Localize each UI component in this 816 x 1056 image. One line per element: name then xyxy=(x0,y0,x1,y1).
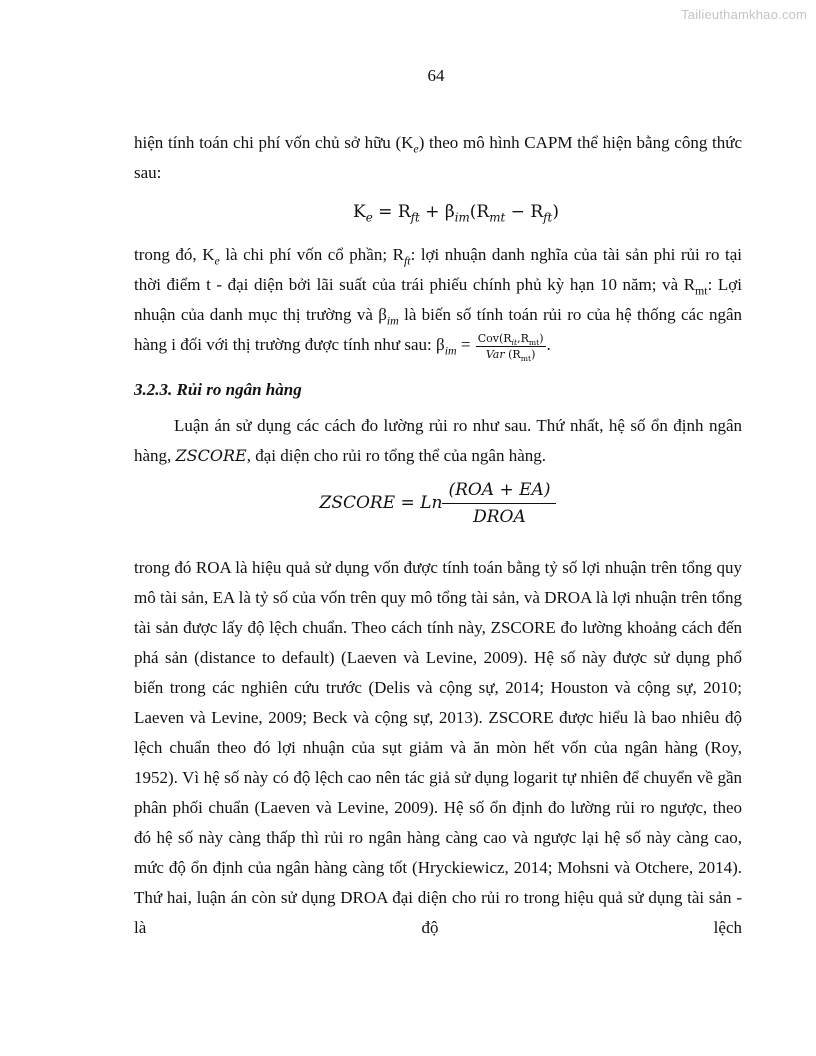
paragraph-zscore-explanation: trong đó ROA là hiệu quả sử dụng vốn được tính toán bằng tỷ số lợi nhuận trên tổng quy mô tài sản, EA là tỷ số của vốn trên quy mô tổng tài sản, và DROA là lợi nhuận trên tổng tài sản được lấy độ lệch chuẩn. Theo cách tính này, ZSCORE đo lường khoảng cách đến phá sản (distance to default) (Laeven và Levine, 2009). Hệ số này được sử dụng phổ biến trong các nghiên cứu trước (Delis và cộng sự, 2014; Houston và cộng sự, 2010; Laeven và Levine, 2009; Beck và cộng sự, 2013). ZSCORE được hiểu là bao nhiêu độ lệch chuẩn theo đó lợi nhuận của sụt giảm và ăn mòn hết vốn của ngân hàng (Roy, 1952). Vì hệ số này có độ lệch cao nên tác giả sử dụng logarit tự nhiên để chuyển về gần phân phối chuẩn (Laeven và Levine, 2009). Hệ số ổn định đo lường rủi ro ngược, theo đó hệ số này càng thấp thì rủi ro ngân hàng càng cao và ngược lại hệ số này càng cao, mức độ ổn định của ngân hàng càng tốt (Hryckiewicz, 2014; Mohsni và Otchere, 2014). Thứ hai, luận án còn sử dụng DROA đại diện cho rủi ro trong hiệu quả sử dụng tài sản - là độ lệch xyxy=(134,557,742,937)
document-body xyxy=(134,128,742,943)
watermark: Tailieuthamkhao.com xyxy=(681,7,807,22)
beta-fraction: $\frac{Cov(R_{it},R_{mt})}{Var (R_{mt})}$ xyxy=(477,331,544,363)
equation-capm: $K_e = R_{ft} + \beta_{im}(R_{mt} - R_{ft})$ xyxy=(353,202,559,225)
paragraph-zscore-intro: Luận án sử dụng các cách đo lường rủi ro như sau. Thứ nhất, hệ số ổn định ngân hàng, ZSCORE, đại diện cho rủi ro tổng thể của ngân hàng. xyxy=(134,415,742,465)
section-heading: 3.2.3. Rủi ro ngân hàng xyxy=(134,379,302,399)
paragraph-capm-intro: hiện tính toán chi phí vốn chủ sở hữu $(K_e)$ theo mô hình CAPM thể hiện bằng công thức sau: xyxy=(134,133,742,182)
paragraph-capm-definitions: trong đó, $K_e$ là chi phí vốn cổ phần; $R_{ft}$: lợi nhuận danh nghĩa của tài sản phi rủi ro tại thời điểm t - đại diện bởi lãi suất của trái phiếu chính phủ kỳ hạn 10 năm; và $R_{mt}$: Lợi nhuận của danh mục thị trường và $\beta_{im}$ là biến số tính toán rủi ro của hệ thống các ngân hàng i đối với thị trường được tính như sau: $\beta_{im}$ = $\frac{Cov(R_{it},R_{mt})}{Var (R_{mt})}$ . xyxy=(134,245,743,363)
equation-zscore: ZSCORE = Ln $\frac{\text{(ROA + EA)}}{\text{DROA}}$ xyxy=(134,471,742,553)
page-number: 64 xyxy=(427,66,445,85)
